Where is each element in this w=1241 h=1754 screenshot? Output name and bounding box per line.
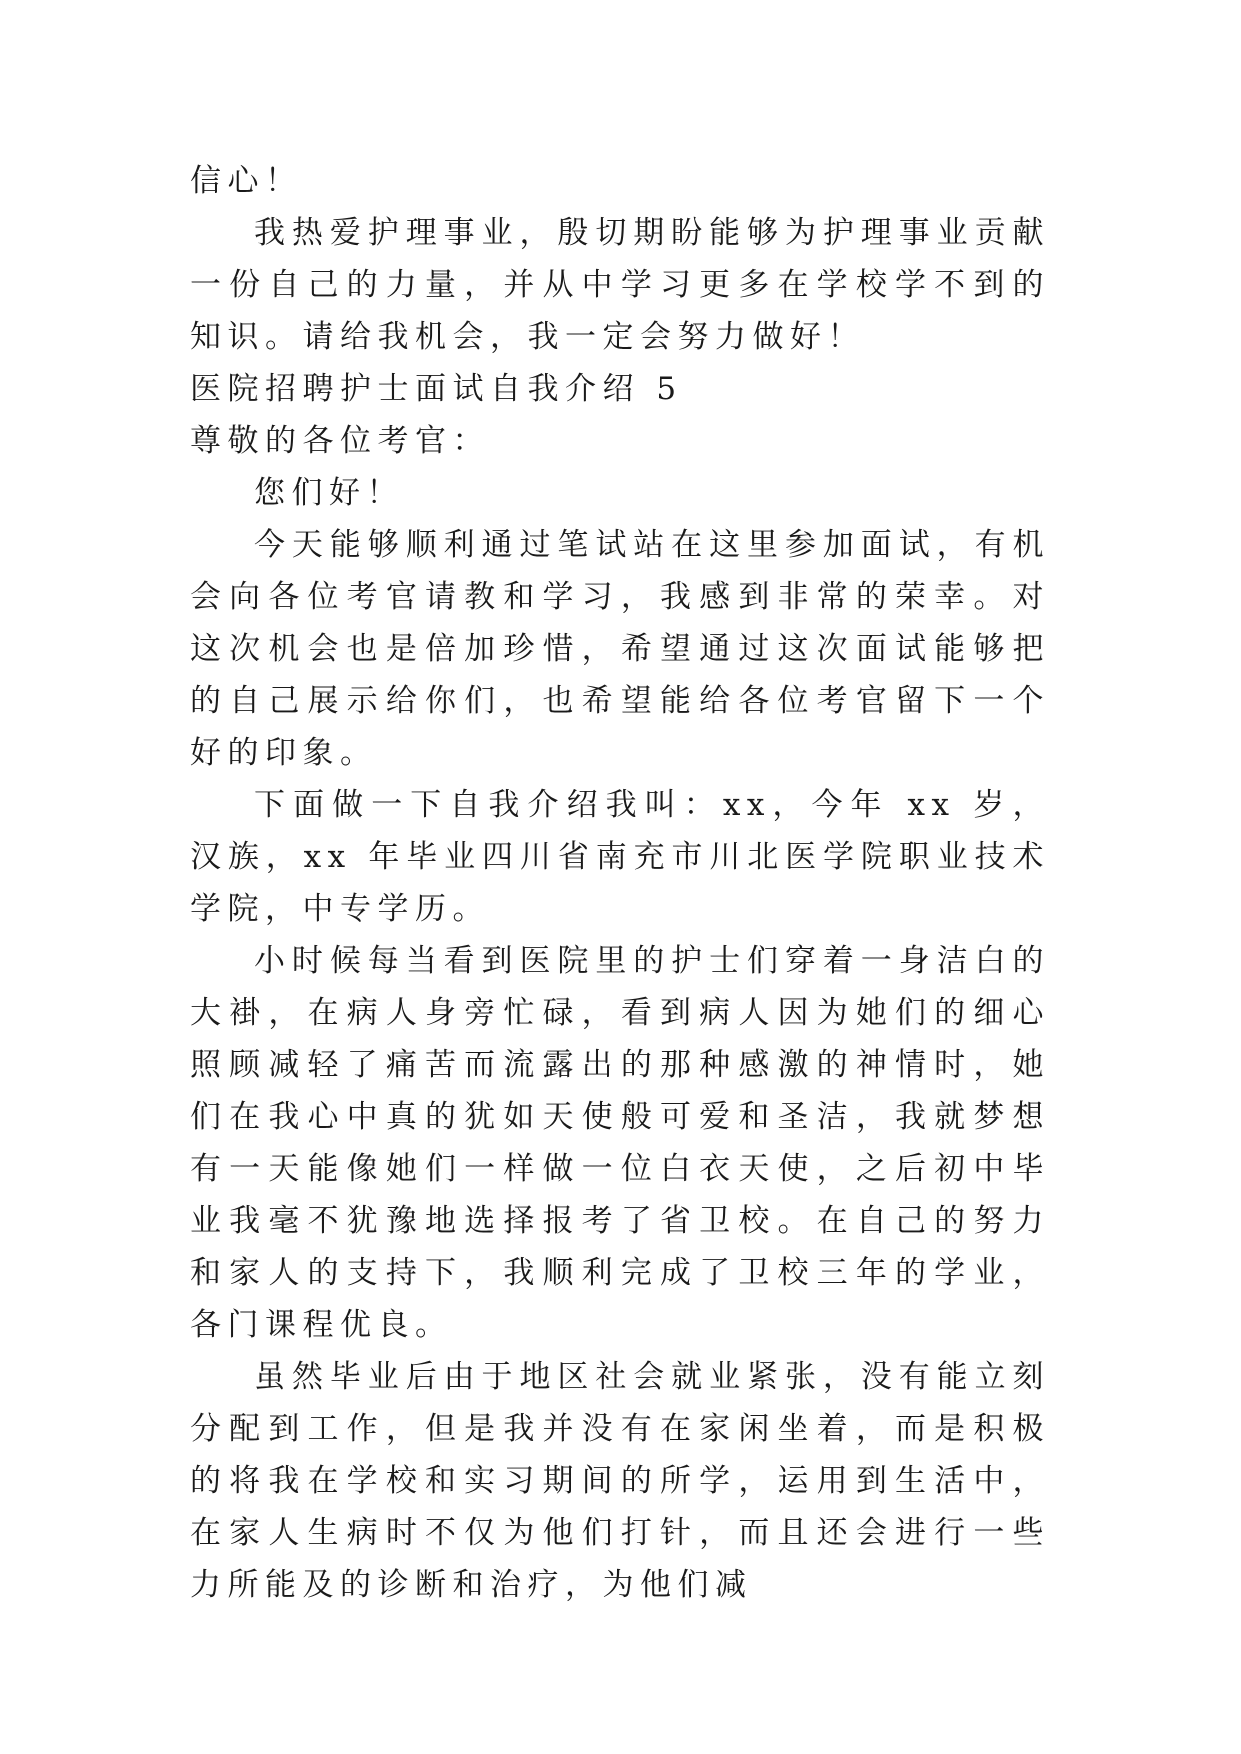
greeting: 您们好！	[254, 475, 404, 511]
salutation: 尊敬的各位考官：	[190, 423, 490, 459]
section-heading: 医院招聘护士面试自我介绍 5	[190, 371, 683, 407]
paragraph: 今天能够顺利通过笔试站在这里参加面试，有机会向各位考官请教和学习，我感到非常的荣幸。对这次机会也是倍加珍惜，希望通过这次面试能够把的自己展示给你们，也希望能给各位考官留下一个好的印象。	[190, 527, 1050, 771]
paragraph: 信心！	[190, 163, 303, 199]
paragraph: 下面做一下自我介绍我叫：xx，今年 xx 岁，汉族，xx 年毕业四川省南充市川北医学院职业技术学院，中专学历。	[190, 787, 1050, 927]
paragraph: 我热爱护理事业，殷切期盼能够为护理事业贡献一份自己的力量，并从中学习更多在学校学不到的知识。请给我机会，我一定会努力做好！	[190, 215, 1050, 355]
paragraph: 小时候每当看到医院里的护士们穿着一身洁白的大褂，在病人身旁忙碌，看到病人因为她们的细心照顾减轻了痛苦而流露出的那种感激的神情时，她们在我心中真的犹如天使般可爱和圣洁，我就梦想有一天能像她们一样做一位白衣天使，之后初中毕业我毫不犹豫地选择报考了省卫校。在自己的努力和家人的支持下，我顺利完成了卫校三年的学业，各门课程优良。	[190, 943, 1050, 1343]
paragraph: 虽然毕业后由于地区社会就业紧张，没有能立刻分配到工作，但是我并没有在家闲坐着，而是积极的将我在学校和实习期间的所学，运用到生活中，在家人生病时不仅为他们打针，而且还会进行一些力所能及的诊断和治疗，为他们减	[190, 1359, 1050, 1603]
document-body	[190, 155, 1050, 1611]
